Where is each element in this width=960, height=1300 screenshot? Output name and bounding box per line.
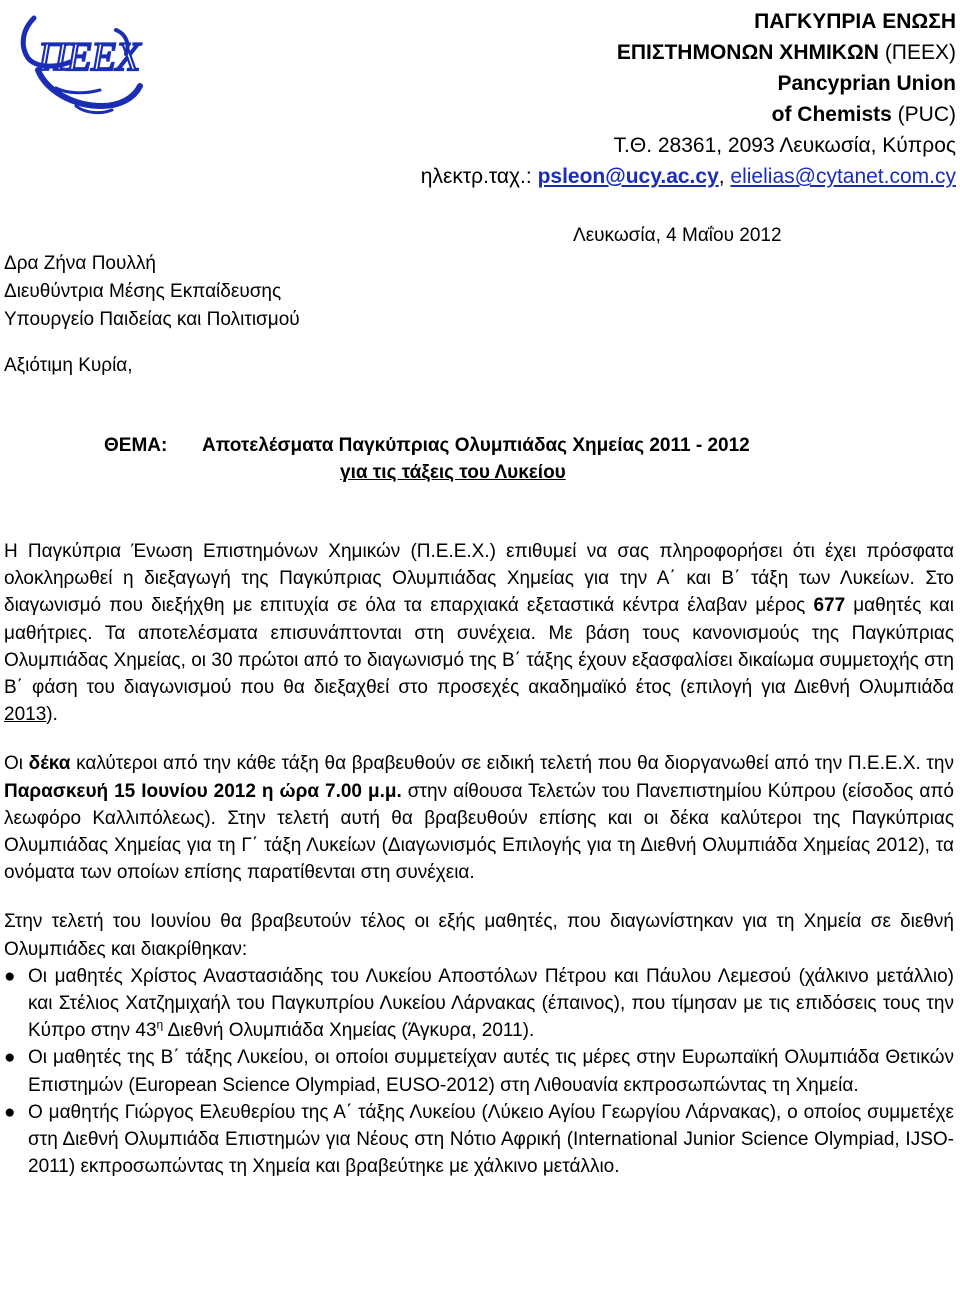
bullet-1-text: Οι μαθητές Χρίστος Αναστασιάδης του Λυκείου Αποστόλων Πέτρου και Πάυλου Λεμεσού (χάλκινο μετάλλιο) και Στέλιος Χατζημιχαήλ του Παγκυπρίου Λυκείου Λάρνακας (έπαινος), που τίμησαν με τις επιδόσεις τους την Κύπρο στην 43 [28,965,954,1042]
top-ten-word: δέκα [28,753,71,775]
email-separator: , [718,165,731,188]
paragraph-3: Στην τελετή του Ιουνίου θα βραβευτούν τέλος οι εξής μαθητές, που διαγωνίστηκαν για τη Χημεία σε διεθνή Ολυμπιάδες και διακρίθηκαν: [4,911,954,960]
org-name-greek-2 [421,37,956,68]
list-item [4,963,954,1045]
paragraph-2 [4,750,954,886]
letter-body [4,538,954,1180]
bullet-2-text: Οι μαθητές της Β΄ τάξης Λυκείου, οι οποίοι συμμετείχαν αυτές τις μέρες στην Ευρωπαϊκή Ολυμπιάδα Θετικών Επιστημών (European Science Olympiad, EUSO-2012) στη Λιθουανία εκπροσωπώντας τη Χημεία. [28,1047,954,1096]
para1-text-c: ). [46,704,58,726]
subject-title: Αποτελέσματα Παγκύπριας Ολυμπιάδας Χημείας 2011 - 2012 [202,435,750,456]
salutation: Αξιότιμη Κυρία, [4,355,133,376]
org-abbr-greek: (ΠΕΕΧ) [878,41,956,64]
list-item [4,1044,954,1098]
hands-logo-icon [16,10,146,122]
recipient-name: Δρα Ζήνα Πουλλή [4,253,156,274]
bullet-icon: ● [4,1047,16,1069]
recipient-ministry: Υπουργείο Παιδείας και Πολιτισμού [4,309,300,330]
para2-text-c: στην αίθουσα Τελετών του Πανεπιστημίου Κύπρου (είσοδος από λεωφόρο Καλλιπόλεως). Στην τελετή αυτή θα βραβευθούν επίσης και οι δέκα καλύτεροι της Παγκύπριας Ολυμπιάδας Χημείας για τη Γ΄ τάξη Λυκείων (Διαγωνισμός Επιλογής για τη Διεθνή Ολυμπιάδα Χημείας 2012), τα ονόματα των οποίων επίσης παρατίθενται στη συνέχεια. [4,780,954,884]
org-name-english-1: Pancyprian Union [777,72,956,95]
email-link-psleon[interactable]: psleon@ucy.ac.cy [537,165,719,188]
org-name-english-2 [421,99,956,130]
para1-text-a: Η Παγκύπρια Ένωση Επιστημόνων Χημικών (Π.Ε.Ε.Χ.) επιθυμεί να σας πληροφορήσει ότι έχει πρόσφατα ολοκληρωθεί η διεξαγωγή της Παγκύπριας Ολυμπιάδας Χημείας για την Α΄ και Β΄ τάξη των Λυκείων. Στο διαγωνισμό που διεξήχθη με επιτυχία σε όλα τα επαρχιακά εξεταστικά κέντρα έλαβαν μέρος [4,541,954,617]
org-name-english-2-main: of Chemists [771,103,892,126]
para2-text-b: καλύτεροι από την κάθε τάξη θα βραβευθούν σε ειδική τελετή που θα διοργανωθεί από την Π.Ε.Ε.Χ. την [70,753,954,775]
participant-count: 677 [813,595,846,617]
bullet-icon: ● [4,1101,16,1123]
email-link-elielias[interactable]: elielias@cytanet.com.cy [730,165,956,188]
subject-line [104,432,750,486]
ordinal-superscript: η [156,1017,164,1032]
org-name-greek-1: ΠΑΓΚΥΠΡΙΑ ΕΝΩΣΗ [754,10,956,33]
org-name-greek-2-main: ΕΠΙΣΤΗΜΟΝΩΝ ΧΗΜΙΚΩΝ [616,41,879,64]
letter-date: Λευκωσία, 4 Μαΐου 2012 [573,225,782,246]
recipient-block [4,250,300,334]
bullet-3-text: Ο μαθητής Γιώργος Ελευθερίου της Α΄ τάξης Λυκείου (Λύκειο Αγίου Γεωργίου Λάρνακας), ο οποίος συμμετέχε στη Διεθνή Ολυμπιάδα Επιστημών για Νέους στη Νότιο Αφρική (International Junior Science Olympiad, IJSO-2011) εκπροσωπώντας τη Χημεία και βραβεύτηκε με χάλκινο μετάλλιο. [28,1101,954,1178]
para1-text-b: μαθητές και μαθήτριες. Τα αποτελέσματα επισυνάπτονται στη συνέχεια. Με βάση τους κανονισμούς της Παγκύπριας Ολυμπιάδας Χημείας, οι 30 πρώτοι από το διαγωνισμό της Β΄ τάξης έχουν εξασφαλίσει δικαίωμα συμμετοχής στη Β΄ φάση του διαγωνισμού που θα διεξαχθεί στο προσεχές ακαδημαϊκό έτος (επιλογή για Διεθνή Ολυμπιάδα [4,595,955,699]
olympiad-year: 2013 [4,704,47,726]
email-label: ηλεκτρ.ταχ.: [420,165,538,188]
para2-text-a: Οι [4,753,29,775]
awardees-list [4,963,954,1181]
ceremony-datetime: Παρασκευή 15 Ιουνίου 2012 η ώρα 7.00 μ.μ. [4,780,402,802]
logo-text: ΠΕΕΧ [38,34,141,79]
subject-subtitle: για τις τάξεις του Λυκείου [340,462,566,483]
bullet-1-text-end: Διεθνή Ολυμπιάδα Χημείας (Άγκυρα, 2011). [163,1020,535,1042]
paragraph-1 [4,538,954,728]
email-line [421,161,956,192]
peex-logo [16,10,146,122]
list-item [4,1099,954,1181]
subject-label: ΘΕΜΑ: [104,435,168,456]
bullet-icon: ● [4,965,16,987]
org-abbr-english: (PUC) [891,103,956,126]
postal-address: Τ.Θ. 28361, 2093 Λευκωσία, Κύπρος [613,134,956,157]
recipient-title: Διευθύντρια Μέσης Εκπαίδευσης [4,281,282,302]
organization-header [421,6,956,192]
